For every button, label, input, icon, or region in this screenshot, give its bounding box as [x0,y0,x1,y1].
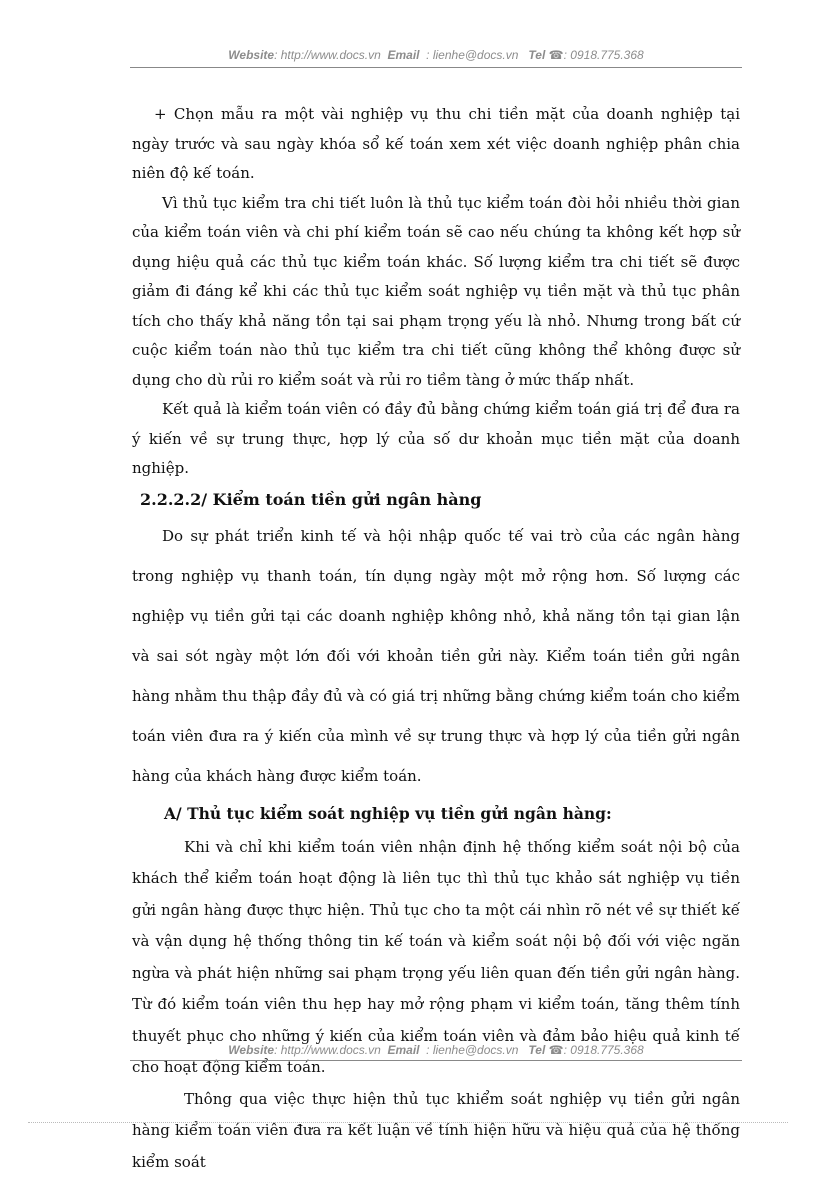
footer-rule [130,1060,742,1061]
footer-tel-value: : 0918.775.368 [564,1043,644,1057]
subsection-heading-control-procedures: A/ Thủ tục kiểm soát nghiệp vụ tiền gửi ngân hàng: [132,796,740,832]
paragraph-detail-testing: Vì thủ tục kiểm tra chi tiết luôn là thủ tục kiểm toán đòi hỏi nhiều thời gian của kiểm toán viên và chi phí kiểm toán sẽ cao nếu chúng ta không kết hợp sử dụng hiệu quả các thủ tục kiểm toán khác. Số lượng kiểm tra chi tiết sẽ được giảm đi đáng kể khi các thủ tục kiểm soát nghiệp vụ tiền mặt và thủ tục phân tích cho thấy khả năng tồn tại sai phạm trọng yếu là nhỏ. Nhưng trong bất cứ cuộc kiểm toán nào thủ tục kiểm tra chi tiết cũng không thể không được sử dụng cho dù rủi ro kiểm soát và rủi ro tiềm tàng ở mức thấp nhất. [132,189,740,396]
header-tel-label: Tel [528,48,545,62]
header-website-label: Website [228,48,274,62]
header-rule [130,67,742,68]
phone-icon: ☎ [549,48,564,62]
header-website-value: : http://www.docs.vn [274,48,381,62]
paragraph-conclusion: Kết quả là kiểm toán viên có đầy đủ bằng chứng kiểm toán giá trị để đưa ra ý kiến về sự trung thực, hợp lý của số dư khoản mục tiền mặt của doanh nghiệp. [132,395,740,484]
footer-email-value: : lienhe@docs.vn [426,1043,518,1057]
footer-website-label: Website [228,1043,274,1057]
paragraph-control-procedures: Khi và chỉ khi kiểm toán viên nhận định hệ thống kiểm soát nội bộ của khách thể kiểm toán hoạt động là liên tục thì thủ tục khảo sát nghiệp vụ tiền gửi ngân hàng được thực hiện. Thủ tục cho ta một cái nhìn rõ nét về sự thiết kế và vận dụng hệ thống thông tin kế toán và kiểm soát nội bộ đối với việc ngăn ngừa và phát hiện những sai phạm trọng yếu liên quan đến tiền gửi ngân hàng. Từ đó kiểm toán viên thu hẹp hay mở rộng phạm vi kiểm toán, tăng thêm tính thuyết phục cho những ý kiến của kiểm toán viên và đảm bảo hiệu quả kinh tế cho hoạt động kiểm toán. [132,832,740,1084]
paragraph-control-conclusion: Thông qua việc thực hiện thủ tục khiểm soát nghiệp vụ tiền gửi ngân hàng kiểm toán viên đưa ra kết luận về tính hiện hữu và hiệu quả của hệ thống kiểm soát [132,1084,740,1178]
page-body [132,100,740,1178]
section-heading-bank-deposit-audit: 2.2.2.2/ Kiểm toán tiền gửi ngân hàng [132,484,740,516]
phone-icon: ☎ [549,1043,564,1057]
header-email-label: Email [387,48,419,62]
footer-tel-label: Tel [528,1043,545,1057]
paragraph-bank-deposit-intro: Do sự phát triển kinh tế và hội nhập quốc tế vai trò của các ngân hàng trong nghiệp vụ thanh toán, tín dụng ngày một mở rộng hơn. Số lượng các nghiệp vụ tiền gửi tại các doanh nghiệp không nhỏ, khả năng tồn tại gian lận và sai sót ngày một lớn đối với khoản tiền gửi này. Kiểm toán tiền gửi ngân hàng nhằm thu thập đầy đủ và có giá trị những bằng chứng kiểm toán cho kiểm toán viên đưa ra ý kiến của mình về sự trung thực và hợp lý của tiền gửi ngân hàng của khách hàng được kiểm toán. [132,516,740,796]
footer-website-value: : http://www.docs.vn [274,1043,381,1057]
header-email-value: : lienhe@docs.vn [426,48,518,62]
page-header [130,48,742,62]
header-tel-value: : 0918.775.368 [564,48,644,62]
page-footer [130,1043,742,1057]
footer-email-label: Email [387,1043,419,1057]
paragraph-sample-selection: + Chọn mẫu ra một vài nghiệp vụ thu chi tiền mặt của doanh nghiệp tại ngày trước và sau ngày khóa sổ kế toán xem xét việc doanh nghiệp phân chia niên độ kế toán. [132,100,740,189]
